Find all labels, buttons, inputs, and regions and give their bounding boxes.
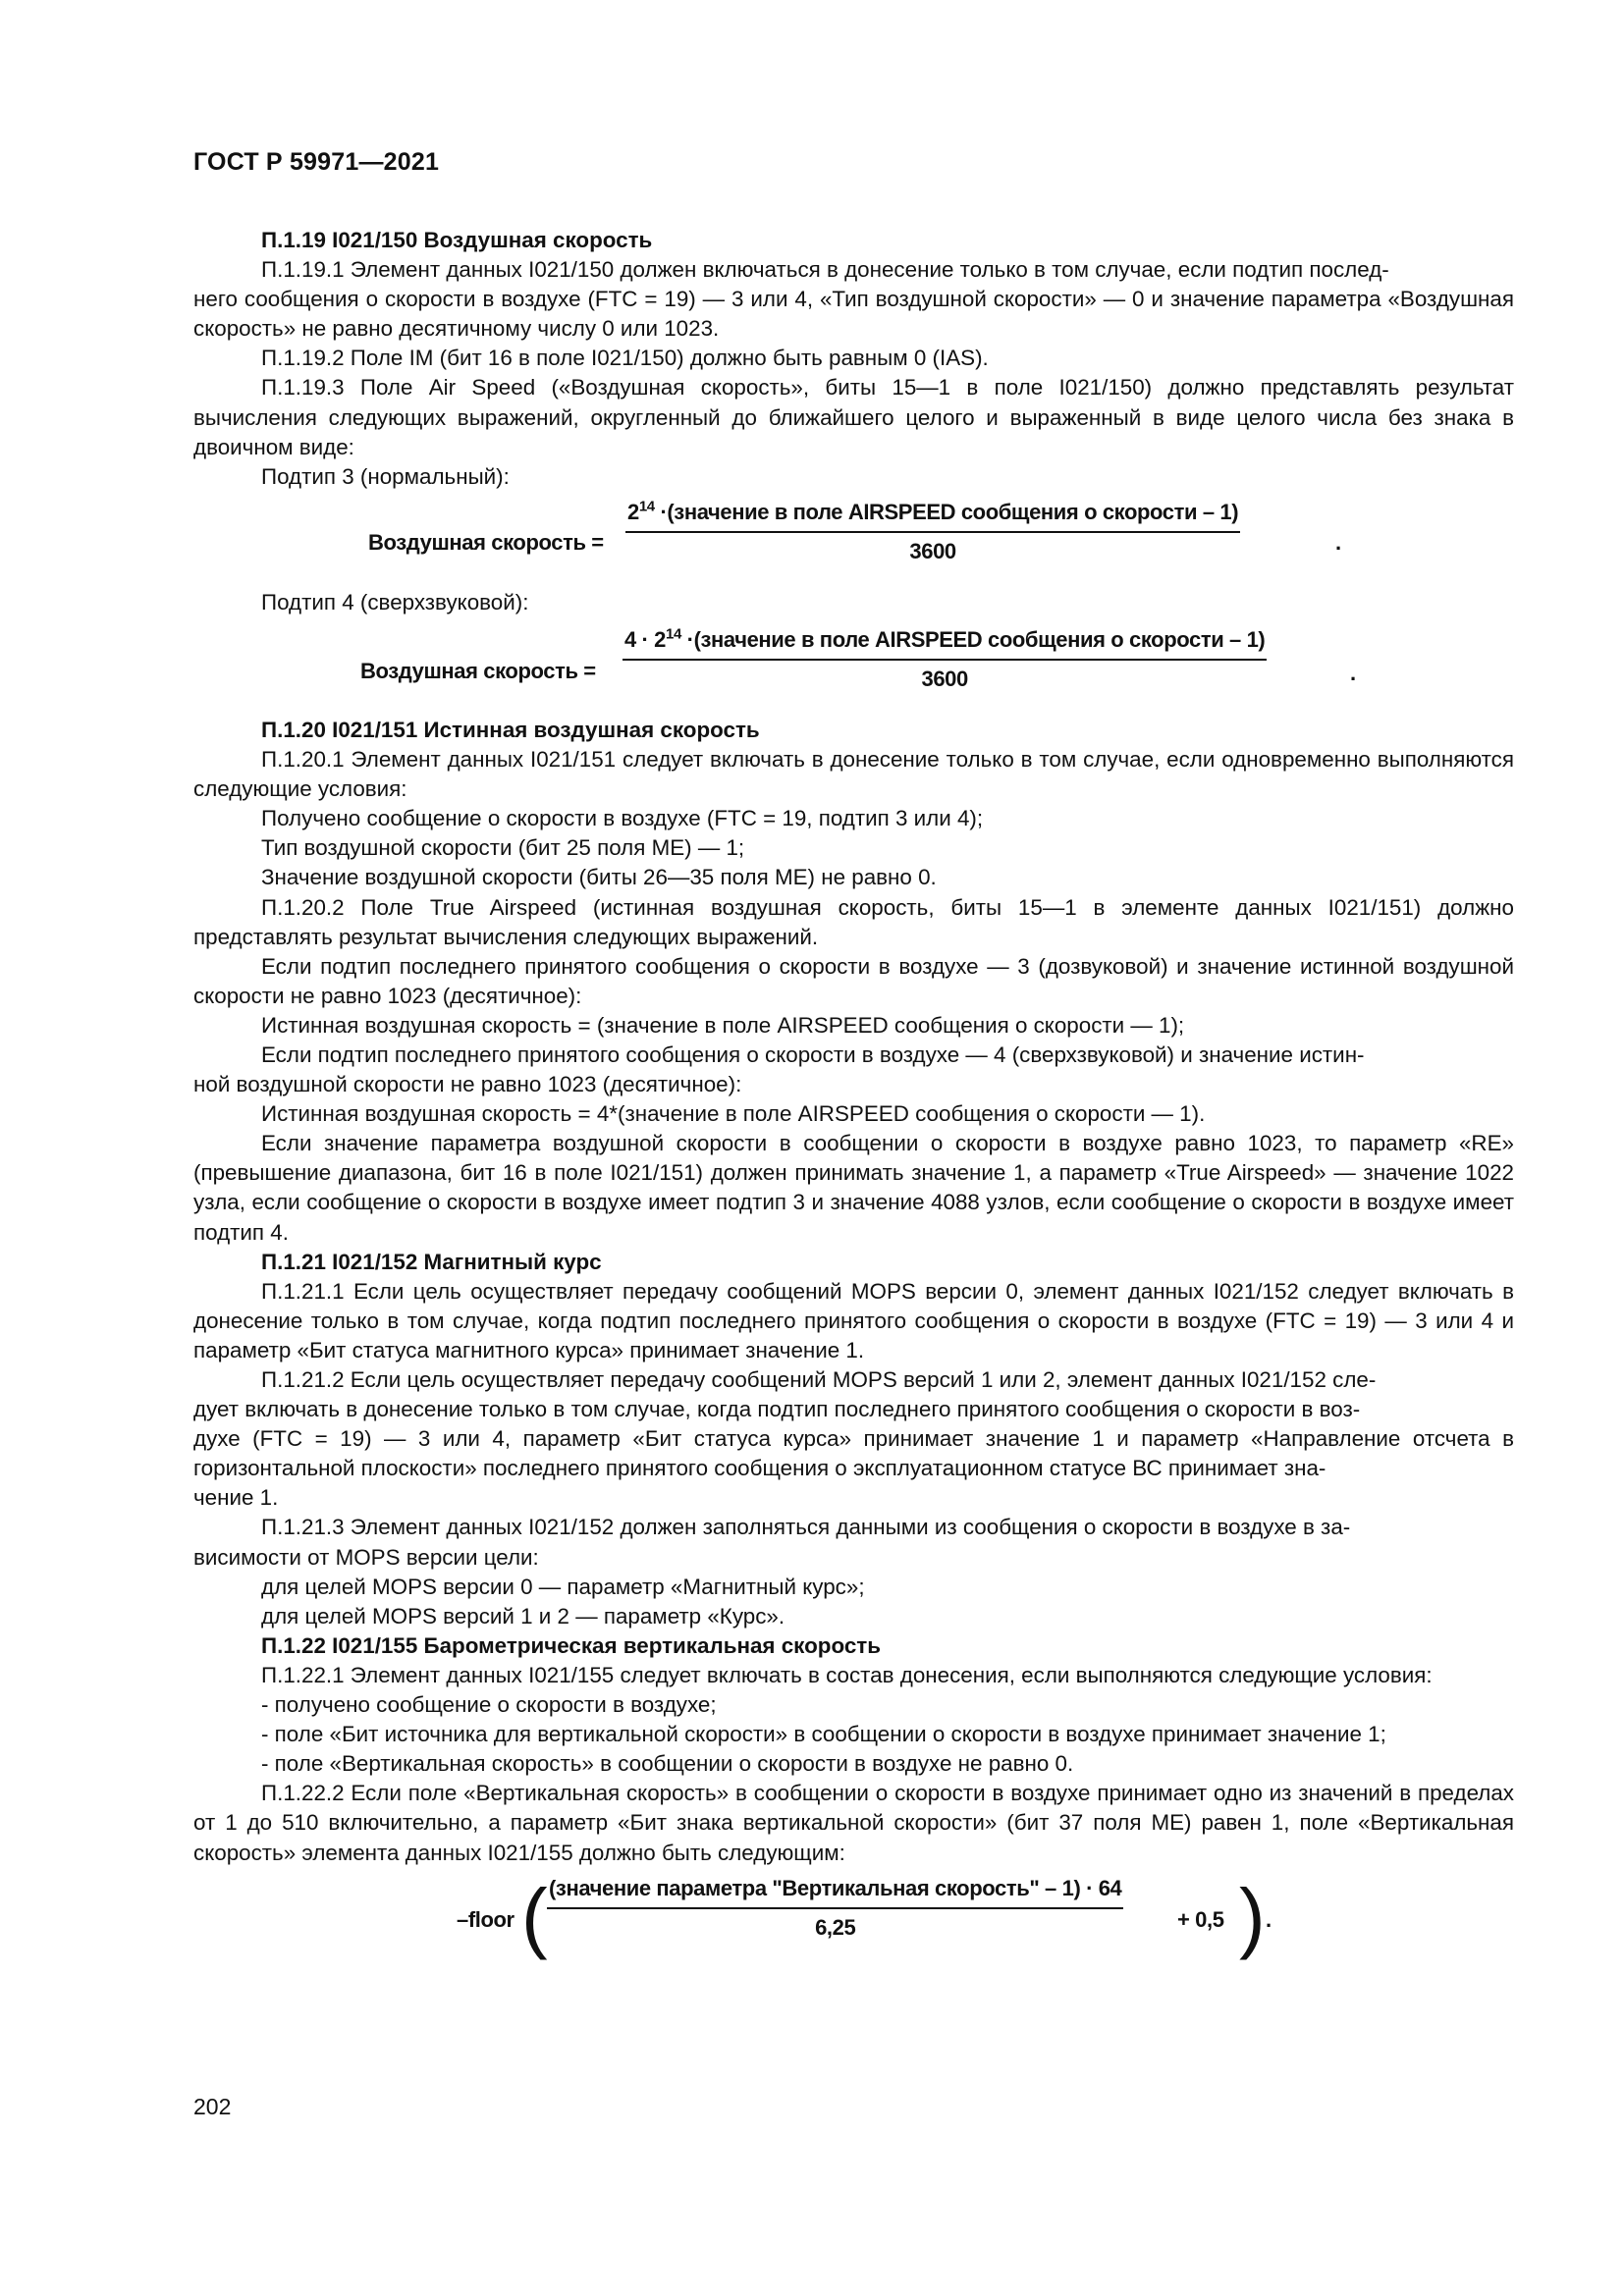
paragraph-1-19-3: П.1.19.3 Поле Air Speed («Воздушная скорость», биты 15—1 в поле I021/150) должно представлять результат вычисления следующих выражений, округленный до ближайшего целого и выраженный в виде целого числа без знака в двоичном виде: xyxy=(193,375,1514,459)
formula-denominator: 3600 xyxy=(921,667,968,692)
list-item-mops-1-2: для целей MOPS версий 1 и 2 — параметр «Курс». xyxy=(261,1603,785,1629)
subtype-3-label: Подтип 3 (нормальный): xyxy=(261,463,510,489)
formula-airspeed-subtype-4 xyxy=(193,617,1514,716)
paragraph-1-21-2: П.1.21.2 Если цель осуществляет передачу сообщений MOPS версий 1 или 2, элемент данных I021/152 сле- xyxy=(261,1367,1377,1392)
subtype-4-label: Подтип 4 (сверхзвуковой): xyxy=(261,589,529,614)
paragraph-1-19-1-cont: него сообщения о скорости в воздухе (FTC = 19) — 3 или 4, «Тип воздушной скорости» — 0 и значение параметра «Воздушная скорость» не равно десятичному числу 0 или 1023. xyxy=(193,287,1514,342)
formula-plus-term: + 0,5 xyxy=(1177,1906,1224,1932)
section-heading-1-19: П.1.19 I021/150 Воздушная скорость xyxy=(261,228,653,252)
paragraph-1-22-2: П.1.22.2 Если поле «Вертикальная скорость» в сообщении о скорости в воздухе принимает одно из значений в пределах от 1 до 510 включительно, а параметр «Бит знака вертикальной скорости» (бит 37 поля ME) равен 1, поле «Вертикальная скорость» элемента данных I021/155 должно быть следующим: xyxy=(193,1781,1514,1865)
paragraph-1-20-2: П.1.20.2 Поле True Airspeed (истинная воздушная скорость, биты 15—1 в элементе данных I021/151) должно представлять результат вычисления следующих выражений. xyxy=(193,894,1514,949)
formula-true-airspeed-4: Истинная воздушная скорость = 4*(значение в поле AIRSPEED сообщения о скорости — 1). xyxy=(261,1101,1206,1127)
paragraph-1-19-2: П.1.19.2 Поле IM (бит 16 в поле I021/150) должно быть равным 0 (IAS). xyxy=(261,346,989,371)
paragraph-1-21-2-cont1: дует включать в донесение только в том случае, когда подтип последнего принятого сообщения о скорости в воз- xyxy=(193,1397,1361,1422)
formula-fraction xyxy=(623,625,1267,694)
formula-open-paren: ( xyxy=(521,1872,548,1960)
list-item-mops-0: для целей MOPS версии 0 — параметр «Магнитный курс»; xyxy=(261,1574,865,1599)
paragraph-1-21-3: П.1.21.3 Элемент данных I021/152 должен заполняться данными из сообщения о скорости в воздухе в за- xyxy=(261,1515,1351,1540)
paragraph-1-22-1: П.1.22.1 Элемент данных I021/155 следует включать в состав донесения, если выполняются следующие условия: xyxy=(261,1662,1433,1687)
formula-end-dot: . xyxy=(1266,1906,1272,1932)
paragraph-subtype-4-condition-cont: ной воздушной скорости не равно 1023 (десятичное): xyxy=(193,1072,742,1097)
paragraph-1-21-2-cont2: духе (FTC = 19) — 3 или 4, параметр «Бит статуса курса» принимает значение 1 и параметр «Направление отсчета в горизонтальной плоскости» последнего принятого сообщения о эксплуатационном статусе ВС принимает зна- xyxy=(193,1426,1514,1481)
formula-end-dot: . xyxy=(1335,529,1341,555)
formula-numerator: (значение параметра "Вертикальная скорость" – 1) · 64 xyxy=(547,1874,1123,1909)
formula-airspeed-subtype-3 xyxy=(193,492,1514,588)
formula-close-paren: ) xyxy=(1239,1872,1266,1960)
condition-2: Тип воздушной скорости (бит 25 поля ME) — 1; xyxy=(261,835,745,861)
formula-numerator xyxy=(625,498,1240,533)
formula-vertical-rate xyxy=(193,1868,1514,1976)
text-line: П.1.19.1 Элемент данных I021/150 должен включаться в донесение только в том случае, если подтип послед- xyxy=(261,257,1389,283)
formula-numerator-text: ·(значение в поле AIRSPEED сообщения о скорости – 1) xyxy=(686,626,1266,652)
bullet-item-1: - получено сообщение о скорости в воздухе; xyxy=(261,1692,717,1718)
paragraph-subtype-3-condition: Если подтип последнего принятого сообщения о скорости в воздухе — 3 (дозвуковой) и значение истинной воздушной скорости не равно 1023 (десятичное): xyxy=(193,953,1514,1008)
formula-fraction xyxy=(547,1874,1123,1943)
condition-1: Получено сообщение о скорости в воздухе (FTC = 19, подтип 3 или 4); xyxy=(261,806,984,831)
bullet-item-2: - поле «Бит источника для вертикальной скорости» в сообщении о скорости в воздухе принимает значение 1; xyxy=(261,1722,1386,1747)
condition-3: Значение воздушной скорости (биты 26—35 поля ME) не равно 0. xyxy=(261,865,937,890)
section-heading-1-21: П.1.21 I021/152 Магнитный курс xyxy=(261,1249,602,1274)
formula-numerator-text: ·(значение в поле AIRSPEED сообщения о скорости – 1) xyxy=(660,499,1239,524)
bullet-item-3: - поле «Вертикальная скорость» в сообщении о скорости в воздухе не равно 0. xyxy=(261,1751,1074,1777)
paragraph-1-21-1: П.1.21.1 Если цель осуществляет передачу сообщений MOPS версии 0, элемент данных I021/152 следует включать в донесение только в том случае, когда подтип последнего принятого сообщения о скорости в воздухе (FTC = 19) — 3 или 4 и параметр «Бит статуса магнитного курса» принимает значение 1. xyxy=(193,1278,1514,1362)
formula-end-dot: . xyxy=(1350,660,1356,685)
paragraph-1-21-2-cont3: чение 1. xyxy=(193,1485,279,1511)
paragraph-1-21-3-cont: висимости от MOPS версии цели: xyxy=(193,1544,539,1570)
formula-fraction xyxy=(625,498,1240,566)
formula-lhs: Воздушная скорость = xyxy=(360,658,596,683)
formula-exponent: 14 xyxy=(638,498,655,515)
formula-lhs: Воздушная скорость = xyxy=(368,529,604,555)
section-heading-1-20: П.1.20 I021/151 Истинная воздушная скорость xyxy=(261,717,760,742)
formula-floor-label: –floor xyxy=(457,1906,514,1932)
section-heading-1-22: П.1.22 I021/155 Барометрическая вертикальная скорость xyxy=(261,1632,882,1658)
paragraph-subtype-4-condition: Если подтип последнего принятого сообщения о скорости в воздухе — 4 (сверхзвуковой) и значение истин- xyxy=(261,1041,1365,1067)
formula-denominator: 3600 xyxy=(909,538,956,563)
formula-base: 2 xyxy=(627,499,639,524)
document-body xyxy=(193,226,1514,1976)
formula-coefficient: 4 · 2 xyxy=(624,626,667,652)
formula-numerator xyxy=(623,625,1267,661)
formula-exponent: 14 xyxy=(666,625,681,643)
page-number: 202 xyxy=(193,2094,232,2119)
paragraph-1-19-1 xyxy=(193,255,1514,285)
paragraph-1-20-1: П.1.20.1 Элемент данных I021/151 следует включать в донесение только в том случае, если одновременно выполняются следующие условия: xyxy=(193,747,1514,802)
formula-denominator: 6,25 xyxy=(815,1914,856,1940)
formula-true-airspeed-3: Истинная воздушная скорость = (значение в поле AIRSPEED сообщения о скорости — 1); xyxy=(261,1012,1185,1038)
document-header: ГОСТ Р 59971—2021 xyxy=(193,148,440,176)
paragraph-range-exceeded: Если значение параметра воздушной скорости в сообщении о скорости в воздухе равно 1023, то параметр «RE» (превышение диапазона, бит 16 в поле I021/151) должен принимать значение 1, а параметр «True Airspeed» — значение 1022 узла, если сообщение о скорости в воздухе имеет подтип 3 и значение 4088 узлов, если сообщение о скорости в воздухе имеет подтип 4. xyxy=(193,1131,1514,1245)
